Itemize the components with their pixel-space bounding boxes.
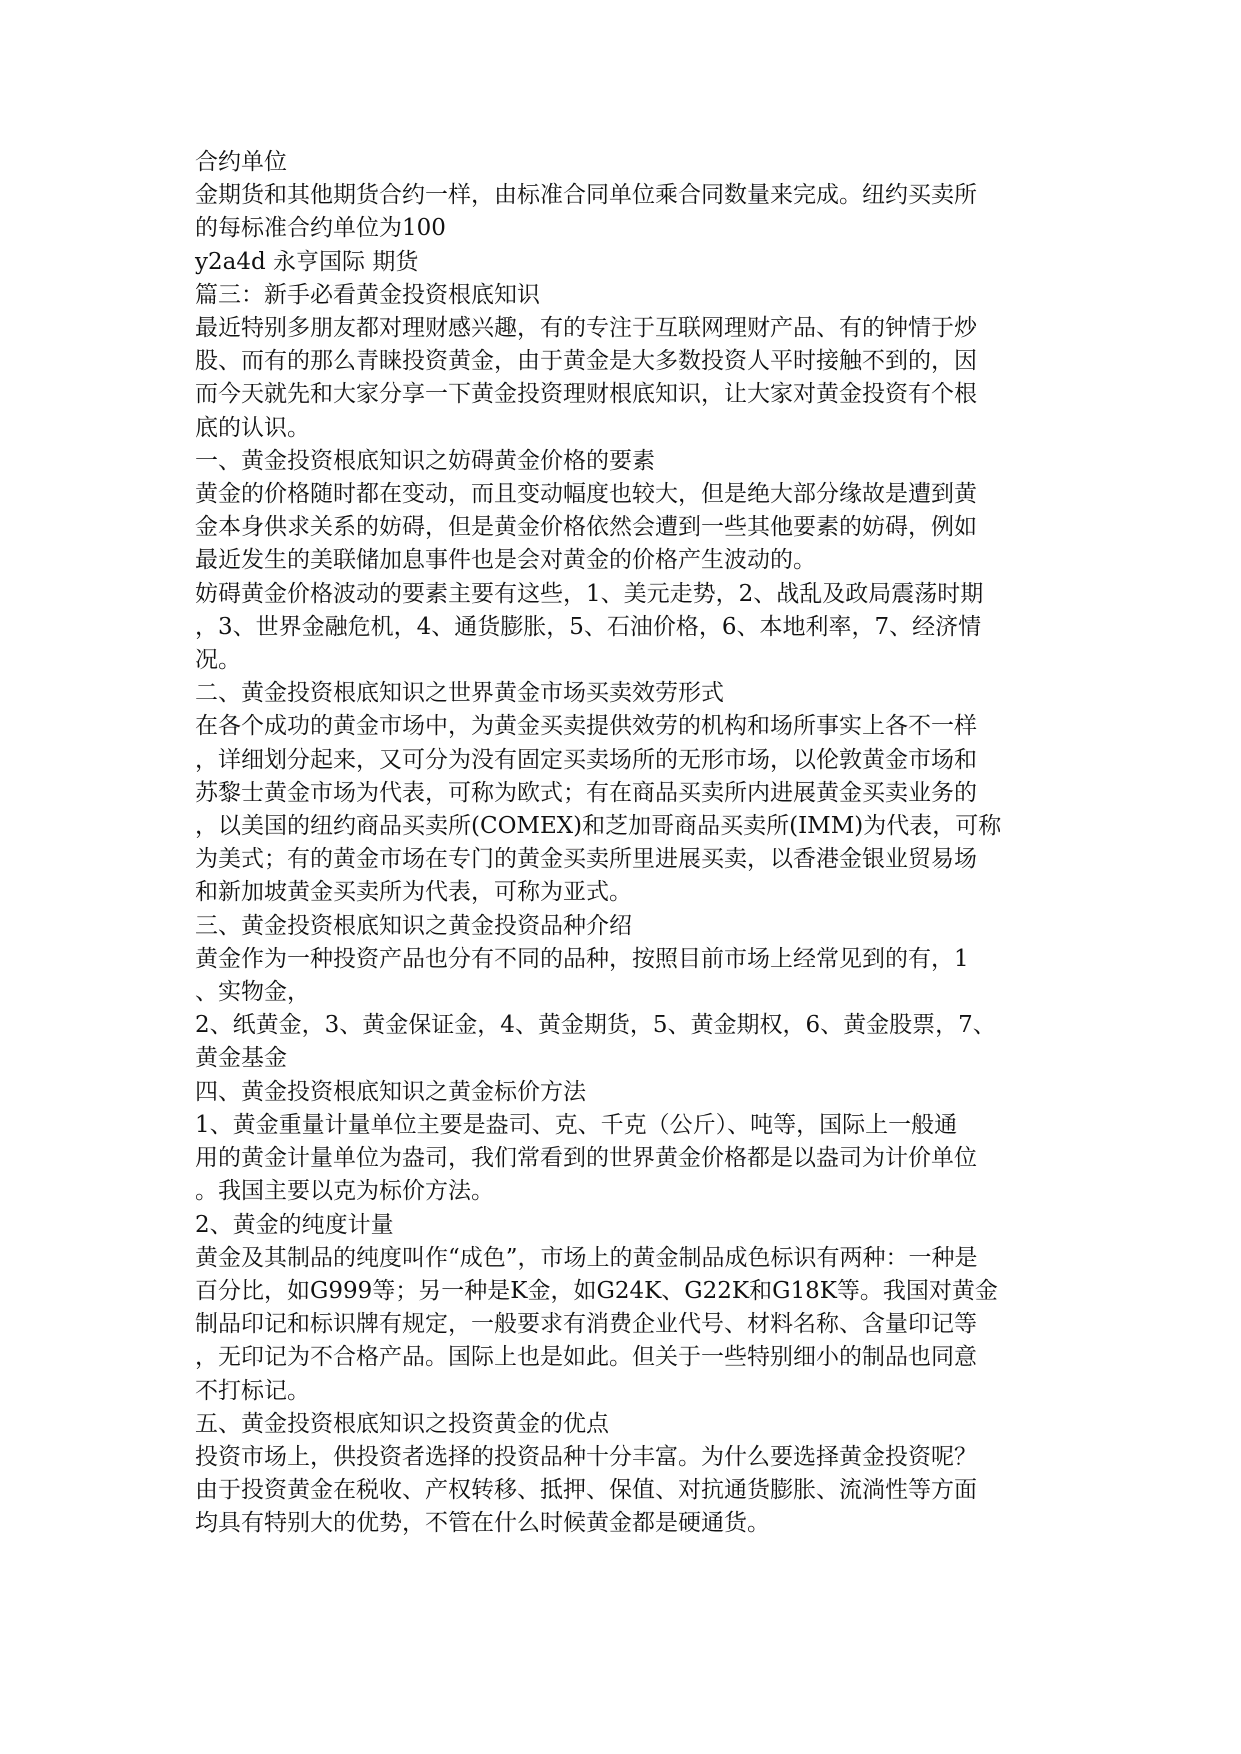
text-line: 苏黎士黄金市场为代表，可称为欧式；有在商品买卖所内进展黄金买卖业务的 [195, 779, 977, 806]
text-line: y2a4d 永亨国际 期货 [195, 248, 419, 275]
text-line: 百分比，如G999等；另一种是K金，如G24K、G22K和G18K等。我国对黄金 [195, 1277, 998, 1304]
text-line: ，以美国的纽约商品买卖所(COMEX)和芝加哥商品买卖所(IMM)为代表，可称 [195, 813, 1002, 840]
text-line: 2、纸黄金，3、黄金保证金，4、黄金期货，5、黄金期权，6、黄金股票，7、 [195, 1012, 996, 1039]
text-line: 最近特别多朋友都对理财感兴趣，有的专注于互联网理财产品、有的钟情于炒 [195, 315, 977, 342]
text-line: 1、黄金重量计量单位主要是盎司、克、千克（公斤）、吨等，国际上一般通 [195, 1111, 958, 1138]
text-line: ，详细划分起来，又可分为没有固定买卖场所的无形市场，以伦敦黄金市场和 [195, 746, 977, 773]
text-line: 金本身供求关系的妨碍，但是黄金价格依然会遭到一些其他要素的妨碍，例如 [195, 514, 977, 541]
text-line: 制品印记和标识牌有规定，一般要求有消费企业代号、材料名称、含量印记等 [195, 1311, 977, 1338]
text-line: 三、黄金投资根底知识之黄金投资品种介绍 [195, 912, 632, 939]
text-line: 投资市场上，供投资者选择的投资品种十分丰富。为什么要选择黄金投资呢？ [195, 1443, 977, 1470]
text-line: 2、黄金的纯度计量 [195, 1211, 394, 1238]
text-line: 在各个成功的黄金市场中，为黄金买卖提供效劳的机构和场所事实上各不一样 [195, 713, 977, 740]
text-line: 金期货和其他期货合约一样，由标准合同单位乘合同数量来完成。纽约买卖所 [195, 182, 977, 209]
text-line: 。我国主要以克为标价方法。 [195, 1178, 494, 1205]
text-line: 股、而有的那么青睐投资黄金，由于黄金是大多数投资人平时接触不到的，因 [195, 348, 977, 375]
text-line: 、实物金， [195, 979, 310, 1006]
text-line: 用的黄金计量单位为盎司，我们常看到的世界黄金价格都是以盎司为计价单位 [195, 1145, 977, 1172]
text-line: 一、黄金投资根底知识之妨碍黄金价格的要素 [195, 447, 655, 474]
document-body [195, 146, 1055, 1541]
text-line: 和新加坡黄金买卖所为代表，可称为亚式。 [195, 879, 632, 906]
text-line: 五、黄金投资根底知识之投资黄金的优点 [195, 1410, 609, 1437]
text-line: 由于投资黄金在税收、产权转移、抵押、保值、对抗通货膨胀、流淌性等方面 [195, 1477, 977, 1504]
text-line: 而今天就先和大家分享一下黄金投资理财根底知识，让大家对黄金投资有个根 [195, 381, 977, 408]
text-line: ，3、世界金融危机，4、通货膨胀，5、石油价格，6、本地利率，7、经济情 [195, 613, 982, 640]
text-line: ，无印记为不合格产品。国际上也是如此。但关于一些特别细小的制品也同意 [195, 1344, 977, 1371]
text-line: 均具有特别大的优势，不管在什么时候黄金都是硬通货。 [195, 1510, 770, 1537]
text-line: 黄金基金 [195, 1045, 287, 1072]
text-line: 篇三：新手必看黄金投资根底知识 [195, 281, 540, 308]
text-line: 不打标记。 [195, 1377, 310, 1404]
text-line: 为美式；有的黄金市场在专门的黄金买卖所里进展买卖，以香港金银业贸易场 [195, 846, 977, 873]
text-line: 的每标准合约单位为100 [195, 215, 446, 242]
text-line: 最近发生的美联储加息事件也是会对黄金的价格产生波动的。 [195, 547, 816, 574]
text-line: 底的认识。 [195, 414, 310, 441]
text-line: 合约单位 [195, 149, 287, 175]
text-line: 二、黄金投资根底知识之世界黄金市场买卖效劳形式 [195, 680, 724, 707]
text-line: 黄金及其制品的纯度叫作“成色”，市场上的黄金制品成色标识有两种：一种是 [195, 1244, 978, 1271]
text-line: 况。 [195, 647, 241, 674]
text-line: 黄金作为一种投资产品也分有不同的品种，按照目前市场上经常见到的有，1 [195, 945, 969, 972]
text-line: 妨碍黄金价格波动的要素主要有这些，1、美元走势，2、战乱及政局震荡时期 [195, 580, 984, 607]
text-line: 四、黄金投资根底知识之黄金标价方法 [195, 1078, 586, 1105]
text-line: 黄金的价格随时都在变动，而且变动幅度也较大，但是绝大部分缘故是遭到黄 [195, 481, 977, 508]
